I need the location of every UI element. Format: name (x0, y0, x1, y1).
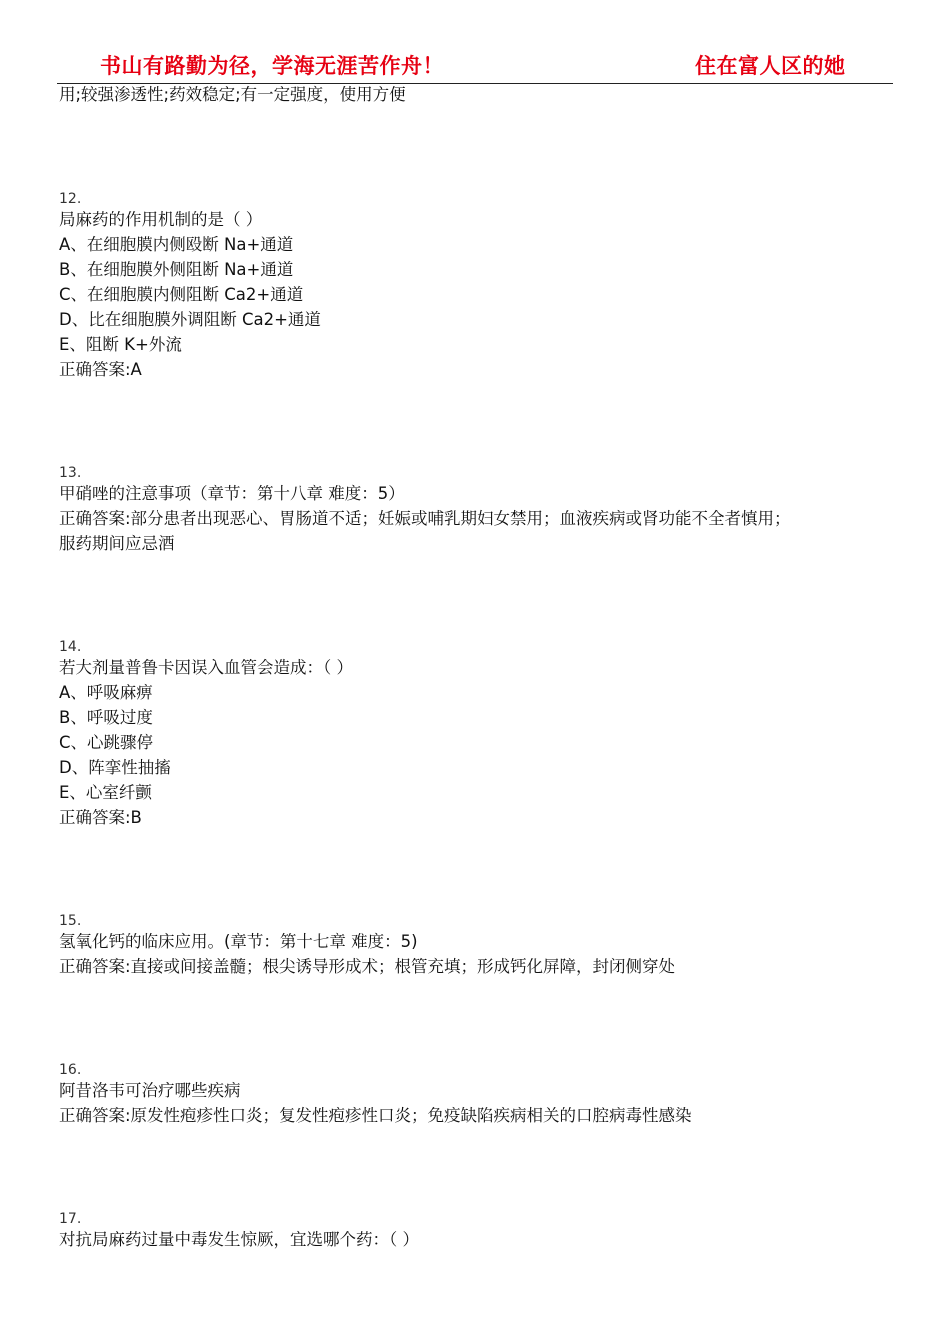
question-14-number: 14. (59, 639, 82, 655)
question-14-answer: 正确答案:B (59, 808, 142, 827)
question-13-answer-cont: 服药期间应忌酒 (59, 534, 175, 553)
question-15-answer: 正确答案:直接或间接盖髓；根尖诱导形成术；根管充填；形成钙化屏障，封闭侧穿处 (59, 957, 676, 976)
question-13-stem: 甲硝唑的注意事项（章节：第十八章 难度：5） (59, 484, 405, 503)
page-header (0, 0, 950, 84)
question-14-option-a: A、呼吸麻痹 (59, 683, 153, 702)
question-16-stem: 阿昔洛韦可治疗哪些疾病 (59, 1081, 241, 1100)
question-14-option-d: D、阵挛性抽搐 (59, 758, 171, 777)
question-15-number: 15. (59, 913, 82, 929)
question-17-stem: 对抗局麻药过量中毒发生惊厥，宜选哪个药：（ ） (59, 1230, 419, 1249)
question-17-number: 17. (59, 1211, 82, 1227)
question-14-option-b: B、呼吸过度 (59, 708, 153, 727)
question-12-option-b: B、在细胞膜外侧阻断 Na+通道 (59, 260, 294, 279)
question-12-number: 12. (59, 191, 82, 207)
question-16-answer: 正确答案:原发性疱疹性口炎；复发性疱疹性口炎；免疫缺陷疾病相关的口腔病毒性感染 (59, 1106, 692, 1125)
question-14-option-e: E、心室纤颤 (59, 783, 152, 802)
question-16-number: 16. (59, 1062, 82, 1078)
question-12-option-c: C、在细胞膜内侧阻断 Ca2+通道 (59, 285, 304, 304)
question-12-option-a: A、在细胞膜内侧殴断 Na+通道 (59, 235, 294, 254)
question-12-option-d: D、比在细胞膜外调阻断 Ca2+通道 (59, 310, 321, 329)
carryover-text: 用;较强渗透性;药效稳定;有一定强度，使用方便 (59, 85, 406, 104)
question-14-stem: 若大剂量普鲁卡因误入血管会造成：（ ） (59, 658, 353, 677)
header-motto: 书山有路勤为径，学海无涯苦作舟！ (100, 53, 444, 78)
question-12-answer: 正确答案:A (59, 360, 142, 379)
question-12-option-e: E、阻断 K+外流 (59, 335, 182, 354)
header-author: 住在富人区的她 (695, 53, 846, 78)
question-12-stem: 局麻药的作用机制的是（ ） (59, 210, 263, 229)
question-13-number: 13. (59, 465, 82, 481)
question-15-stem: 氢氧化钙的临床应用。(章节：第十七章 难度：5) (59, 932, 418, 951)
question-14-option-c: C、心跳骤停 (59, 733, 154, 752)
question-13-answer: 正确答案:部分患者出现恶心、胃肠道不适；妊娠或哺乳期妇女禁用；血液疾病或肾功能不全者慎用； (59, 509, 791, 528)
